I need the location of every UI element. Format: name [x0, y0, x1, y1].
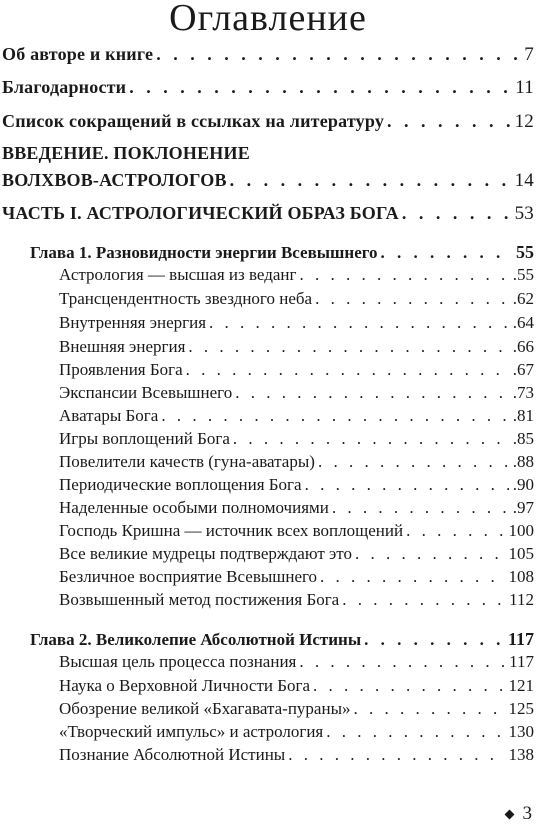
toc-entry-page: 7	[524, 44, 534, 65]
page-number: 3	[522, 803, 532, 824]
toc-section[interactable]	[59, 475, 534, 499]
toc-section-page: .97	[512, 498, 534, 517]
toc-section-page: .81	[512, 406, 534, 425]
toc-entry-page: 11	[515, 77, 534, 98]
toc-entry-acknowledgements[interactable]	[2, 77, 534, 101]
toc-section-label: Познание Абсолютной Истины	[59, 745, 286, 764]
toc-entry-introduction-line1[interactable]: ВВЕДЕНИЕ. ПОКЛОНЕНИЕ	[2, 143, 250, 163]
toc-entry-introduction[interactable]	[2, 170, 534, 194]
toc-section-page: .88	[512, 452, 534, 471]
toc-section-page: 117	[509, 652, 534, 671]
toc-section-page: 121	[508, 676, 534, 695]
toc-section-page: .66	[512, 337, 534, 356]
dot-leader	[299, 652, 505, 672]
dot-leader	[230, 170, 511, 191]
toc-section-page: 112	[509, 590, 534, 609]
dot-leader	[161, 406, 508, 426]
toc-entry-label: ЧАСТЬ I. АСТРОЛОГИЧЕСКИЙ ОБРАЗ БОГА	[2, 203, 399, 223]
dot-leader	[315, 289, 509, 309]
toc-section[interactable]	[59, 498, 534, 522]
toc-entry-part-1[interactable]	[2, 203, 534, 227]
toc-section-page: .55	[512, 265, 534, 284]
toc-section[interactable]	[59, 521, 534, 545]
dot-leader	[318, 452, 509, 472]
dot-leader	[299, 265, 508, 285]
toc-section[interactable]	[59, 745, 534, 769]
toc-chapter-label: Глава 1. Разновидности энергии Всевышнего	[30, 243, 378, 262]
toc-section[interactable]	[59, 313, 534, 337]
dot-leader	[381, 243, 512, 263]
dot-leader	[129, 77, 511, 98]
toc-section-page: .62	[512, 289, 534, 308]
toc-section-label: Внешняя энергия	[59, 337, 186, 356]
toc-section[interactable]	[59, 676, 534, 700]
toc-entry-about-author[interactable]	[2, 44, 534, 68]
toc-section-page: 138	[508, 745, 534, 764]
toc-section[interactable]	[59, 567, 534, 591]
toc-section[interactable]	[59, 406, 534, 430]
dot-leader	[156, 44, 520, 65]
toc-section-page: 130	[508, 722, 534, 741]
toc-section-page: .73	[512, 383, 534, 402]
toc-section[interactable]	[59, 289, 534, 313]
toc-entry-page: 53	[514, 203, 534, 224]
dot-leader	[313, 676, 504, 696]
toc-section-label: Обозрение великой «Бхагавата-пураны»	[59, 699, 351, 718]
toc-entry-label: Благодарности	[2, 77, 127, 97]
dot-leader	[288, 745, 504, 765]
toc-section[interactable]	[59, 265, 534, 289]
toc-section-label: Проявления Бога	[59, 360, 183, 379]
dot-leader	[387, 111, 511, 132]
toc-section[interactable]	[59, 452, 534, 476]
toc-chapter-2[interactable]	[30, 629, 534, 653]
toc-section[interactable]	[59, 590, 534, 614]
dot-leader	[188, 337, 508, 357]
toc-chapter-page: 55	[516, 242, 534, 262]
toc-section-page: .85	[512, 429, 534, 448]
toc-section-label: Повелители качеств (гуна-аватары)	[59, 452, 315, 471]
diamond-icon	[504, 809, 514, 819]
toc-section-label: Периодические воплощения Бога	[59, 475, 302, 494]
toc-section-label: Возвышенный метод постижения Бога	[59, 590, 340, 609]
toc-entry-abbreviations[interactable]	[2, 111, 534, 135]
toc-chapter-page: 117	[507, 629, 534, 649]
dot-leader	[233, 429, 509, 449]
toc-section-page: 125	[508, 699, 534, 718]
toc-section-label: Наделенные особыми полномочиями	[59, 498, 329, 517]
toc-section[interactable]	[59, 429, 534, 453]
toc-entry-page: 14	[514, 170, 534, 191]
toc-chapter-1[interactable]	[30, 242, 534, 266]
toc-section[interactable]	[59, 652, 534, 676]
page-footer	[506, 803, 533, 825]
toc-section-label: Высшая цель процесса познания	[59, 652, 297, 671]
toc-section-label: Все великие мудрецы подтверждают это	[59, 544, 353, 563]
toc-section[interactable]	[59, 360, 534, 384]
toc-section[interactable]	[59, 722, 534, 746]
toc-section-label: Экспансии Всевышнего	[59, 383, 233, 402]
dot-leader	[406, 521, 504, 541]
dot-leader	[355, 544, 504, 564]
dot-leader	[364, 630, 504, 650]
toc-section-page: 108	[508, 567, 534, 586]
toc-section-page: .64	[512, 313, 534, 332]
dot-leader	[209, 313, 509, 333]
toc-section-label: Игры воплощений Бога	[59, 429, 230, 448]
toc-section[interactable]	[59, 699, 534, 723]
toc-section-label: Внутренняя энергия	[59, 313, 207, 332]
toc-section-label: Астрология — высшая из веданг	[59, 265, 297, 284]
dot-leader	[354, 699, 505, 719]
toc-section-label: Трансцендентность звездного неба	[59, 289, 313, 308]
dot-leader	[186, 360, 509, 380]
toc-section[interactable]	[59, 544, 534, 568]
toc-section-page: 100	[508, 521, 534, 540]
page-title: Оглавление	[169, 0, 367, 39]
toc-section-label: Наука о Верховной Личности Бога	[59, 676, 311, 695]
dot-leader	[332, 498, 509, 518]
dot-leader	[320, 567, 504, 587]
toc-section-label: «Творческий импульс» и астрология	[59, 722, 324, 741]
dot-leader	[342, 590, 505, 610]
dot-leader	[326, 722, 504, 742]
dot-leader	[402, 203, 511, 224]
toc-section-label: Безличное восприятие Всевышнего	[59, 567, 318, 586]
toc-section[interactable]	[59, 337, 534, 361]
toc-section-label: Аватары Бога	[59, 406, 159, 425]
toc-section[interactable]	[59, 383, 534, 407]
dot-leader	[305, 475, 509, 495]
toc-chapter-label: Глава 2. Великолепие Абсолютной Истины	[30, 630, 362, 649]
toc-entry-label: Список сокращений в ссылках на литературу	[2, 111, 385, 131]
toc-section-page: 105	[508, 544, 534, 563]
toc-section-page: .90	[512, 475, 534, 494]
dot-leader	[235, 383, 509, 403]
toc-section-label: Господь Кришна — источник всех воплощений	[59, 521, 404, 540]
toc-entry-label: Об авторе и книге	[2, 44, 154, 64]
toc-entry-page: 12	[514, 111, 534, 132]
toc-entry-label: ВОЛХВОВ-АСТРОЛОГОВ	[2, 170, 227, 190]
toc-section-page: .67	[512, 360, 534, 379]
